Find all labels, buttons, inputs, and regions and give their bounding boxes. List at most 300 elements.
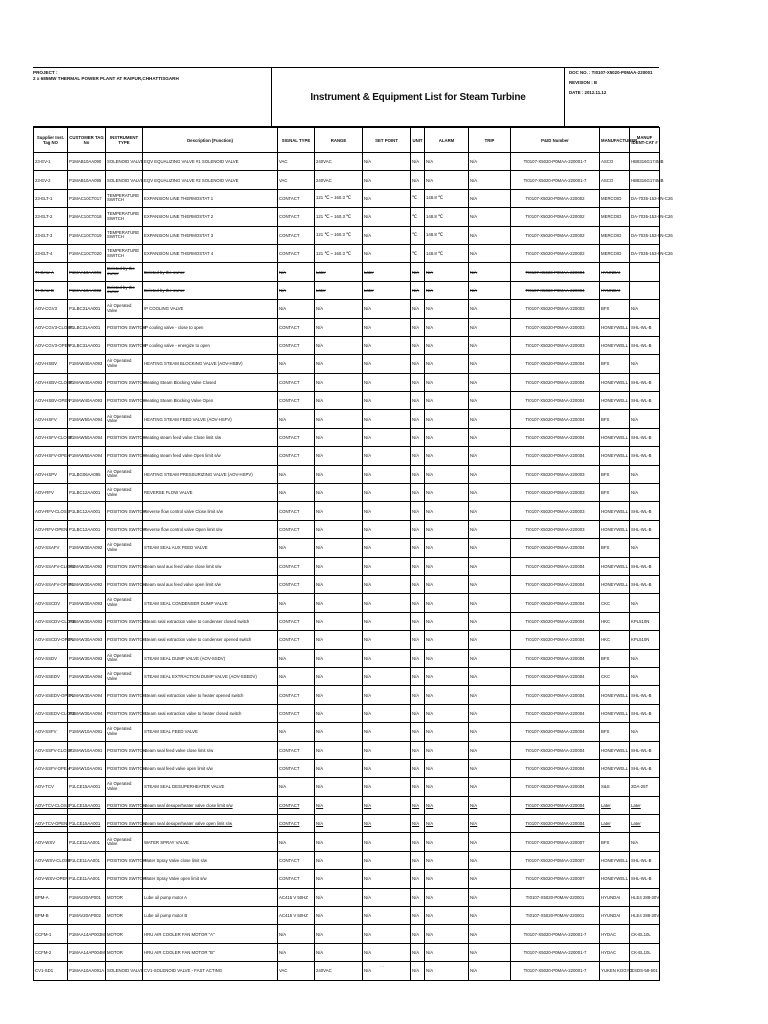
table-row: [34, 355, 660, 373]
table-cell: N/A: [425, 502, 469, 520]
table-cell: MERCOID: [600, 244, 630, 262]
table-cell: N/A: [425, 318, 469, 336]
table-cell: HYDAC: [600, 943, 630, 961]
table-cell: Later: [630, 796, 660, 814]
table-cell: 23-EV-1: [34, 153, 68, 171]
table-cell: steam seal desuperheater valve close limit s/w: [143, 796, 278, 814]
table-cell: TI0107-X5020-P0MAA-220003: [511, 300, 600, 318]
table-cell: HB8316G174MB: [630, 171, 660, 189]
table-cell: N/A: [411, 318, 425, 336]
table-cell: TI0107-X5020-P0MAA-220004: [511, 631, 600, 649]
table-row: [34, 686, 660, 704]
table-cell: AOV-CGV3-OPEN: [34, 336, 68, 354]
table-cell: N/A: [411, 428, 425, 446]
table-cell: HONEYWELL: [600, 686, 630, 704]
table-cell: N/A: [315, 557, 363, 575]
table-cell: POSITION SWITCH: [106, 759, 143, 777]
table-cell: Heating steam feed valve Close limit s/w: [143, 428, 278, 446]
table-cell: N/A: [425, 925, 469, 943]
table-cell: N/A: [425, 484, 469, 502]
table-cell: Heating steam feed valve Open limit s/w: [143, 447, 278, 465]
table-cell: N/A: [469, 667, 511, 685]
table-cell: N/A: [425, 686, 469, 704]
table-cell: N/A: [425, 815, 469, 833]
table-cell: N/A: [411, 594, 425, 612]
table-cell: AOV-SSEDV: [34, 667, 68, 685]
table-cell: N/A: [630, 355, 660, 373]
table-row: [34, 888, 660, 906]
table-cell: 121 ℃ ~ 160.3 ℃: [315, 189, 363, 207]
table-cell: N/A: [411, 704, 425, 722]
table-cell: HYUNDAI: [600, 281, 630, 299]
table-cell: N/A: [411, 539, 425, 557]
table-cell: N/A: [469, 502, 511, 520]
table-cell: CONTACT: [278, 870, 315, 888]
table-cell: TI0107-X5020-P0MAA-220007: [511, 833, 600, 851]
table-cell: N/A: [363, 336, 411, 354]
table-cell: N/A: [411, 870, 425, 888]
table-cell: steam seal desuperheater valve open limit s/w: [143, 815, 278, 833]
table-cell: CKC: [600, 594, 630, 612]
table-cell: CONTACT: [278, 208, 315, 226]
table-cell: TEMPERATURE SWITCH: [106, 226, 143, 244]
table-cell: KPL510N: [630, 612, 660, 630]
table-cell: N/A: [425, 263, 469, 281]
table-cell: P1MAA10AA091A: [68, 962, 106, 980]
table-cell: SOLENOID VALVE: [106, 171, 143, 189]
table-cell: N/A: [315, 355, 363, 373]
table-cell: P1MAC10CT020: [68, 244, 106, 262]
table-cell: N/A: [469, 649, 511, 667]
revision: REVISION : B: [569, 80, 598, 85]
table-cell: N/A: [425, 778, 469, 796]
table-row: [34, 778, 660, 796]
table-cell: N/A: [315, 759, 363, 777]
table-cell: AOV-SSAFV-CLOSE: [34, 557, 68, 575]
table-cell: N/A: [315, 484, 363, 502]
table-cell: TI0107-X5020-P0MAA-220007: [511, 851, 600, 869]
table-cell: Steam seal extraction valve to condenser closed switch: [143, 612, 278, 630]
column-header: INSTRUMENT TYPE: [106, 128, 143, 153]
table-cell: N/A: [469, 263, 511, 281]
table-cell: P1MAW30AA093: [68, 649, 106, 667]
project-label: PROJECT :: [33, 70, 58, 75]
table-cell: P1LBC12AA001: [68, 502, 106, 520]
table-cell: HONEYWELL: [600, 575, 630, 593]
table-cell: N/A: [363, 557, 411, 575]
table-cell: TI0107-X5020-P0MAA-220004: [511, 741, 600, 759]
table-cell: SHL-WL-B: [630, 741, 660, 759]
table-cell: STEAM SEAL AUX FEED VALVE: [143, 539, 278, 557]
table-cell: YUKEN KOGYO: [600, 962, 630, 980]
table-cell: STEAM SEAL CONDENSER DUMP VALVE: [143, 594, 278, 612]
table-cell: N/A: [315, 723, 363, 741]
table-cell: N/A: [411, 796, 425, 814]
table-cell: Air Operated Valve: [106, 778, 143, 796]
table-cell: TI0107-X5020-P0MAA-220002: [511, 226, 600, 244]
table-cell: P1MAC10CT018: [68, 208, 106, 226]
column-header: CUSTOMER TAG No: [68, 128, 106, 153]
table-cell: CONTACT: [278, 502, 315, 520]
table-cell: N/A: [469, 851, 511, 869]
table-cell: CONTACT: [278, 336, 315, 354]
table-cell: N/A: [411, 741, 425, 759]
table-cell: N/A: [469, 723, 511, 741]
table-cell: Heating Steam Blocking Valve Open: [143, 392, 278, 410]
table-header-row: [34, 128, 660, 153]
table-cell: IP COOLING VALVE: [143, 300, 278, 318]
table-cell: 23-ELT-4: [34, 244, 68, 262]
table-cell: 121 ℃ ~ 160.3 ℃: [315, 244, 363, 262]
table-cell: TI0107-X5020-P0MAA-220004: [511, 557, 600, 575]
column-header: Supplier Inst. Tag NO: [34, 128, 68, 153]
table-cell: P1MAW50AA094: [68, 428, 106, 446]
table-cell: TI0107-X5020-P0MAA-220004: [511, 667, 600, 685]
table-cell: N/A: [630, 723, 660, 741]
table-cell: P1MAW30AA094: [68, 704, 106, 722]
table-cell: CONTACT: [278, 557, 315, 575]
table-cell: N/A: [315, 300, 363, 318]
table-cell: P1MAW30AA092: [68, 557, 106, 575]
table-cell: P1LCE15AA001: [68, 815, 106, 833]
table-cell: P1LBC31AA001: [68, 300, 106, 318]
table-cell: N/A: [425, 392, 469, 410]
table-cell: N/A: [278, 833, 315, 851]
table-row: [34, 428, 660, 446]
table-cell: N/A: [411, 723, 425, 741]
table-cell: TI0107-X5020-P0MAA-220004: [511, 575, 600, 593]
table-cell: N/A: [411, 907, 425, 925]
table-cell: CONTACT: [278, 796, 315, 814]
table-cell: SOLENOID VALVE: [106, 962, 143, 980]
table-cell: AOV-SSCDV-OPEN: [34, 631, 68, 649]
table-cell: N/A: [411, 631, 425, 649]
table-cell: N/A: [363, 208, 411, 226]
table-cell: N/A: [425, 833, 469, 851]
table-cell: HONEYWELL: [600, 741, 630, 759]
table-cell: DA-7035-153-8N-C26: [630, 189, 660, 207]
column-header: Description (Function): [143, 128, 278, 153]
table-cell: TEMPERATURE SWITCH: [106, 189, 143, 207]
table-cell: Later: [315, 281, 363, 299]
table-row: [34, 575, 660, 593]
table-cell: N/A: [363, 649, 411, 667]
table-cell: CONTACT: [278, 244, 315, 262]
table-cell: N/A: [411, 336, 425, 354]
table-cell: N/A: [363, 943, 411, 961]
table-cell: N/A: [425, 539, 469, 557]
table-cell: N/A: [425, 888, 469, 906]
table-cell: P1MAB10AA095: [68, 171, 106, 189]
table-cell: N/A: [469, 612, 511, 630]
table-cell: AOV-HSPV: [34, 465, 68, 483]
table-cell: N/A: [411, 392, 425, 410]
table-cell: N/A: [630, 594, 660, 612]
table-cell: HONEYWELL: [600, 520, 630, 538]
table-cell: HONEYWELL: [600, 704, 630, 722]
table-cell: N/A: [315, 539, 363, 557]
table-cell: TI0107-X5020-P0MAA-220003: [511, 465, 600, 483]
table-cell: N/A: [363, 539, 411, 557]
table-cell: SHL-WL-B: [630, 520, 660, 538]
table-cell: VAC: [278, 171, 315, 189]
table-cell: CV1-SOLENOID VALVE - FAST ACTING: [143, 962, 278, 980]
table-cell: 121 ℃ ~ 160.3 ℃: [315, 208, 363, 226]
table-cell: TI0107-X5020-P0MAA-220004: [511, 355, 600, 373]
table-cell: N/A: [425, 373, 469, 391]
table-cell: N/A: [315, 815, 363, 833]
table-cell: N/A: [469, 759, 511, 777]
table-cell: N/A: [411, 962, 425, 980]
table-cell: N/A: [469, 392, 511, 410]
table-cell: SHL-WL-B: [630, 447, 660, 465]
table-cell: 148.8 ℃: [425, 244, 469, 262]
table-cell: TI0107-X5020-P0MAA-220003: [511, 336, 600, 354]
table-cell: N/A: [363, 815, 411, 833]
table-cell: SHL-WL-B: [630, 575, 660, 593]
table-cell: Deleted by the owner: [106, 263, 143, 281]
table-cell: AOV-SSEDV-CLOSE: [34, 704, 68, 722]
table-cell: P1MAC10CT017: [68, 189, 106, 207]
table-cell: P1LBC12AA001: [68, 484, 106, 502]
table-cell: N/A: [363, 300, 411, 318]
table-cell: N/A: [469, 925, 511, 943]
table-cell: CONTACT: [278, 759, 315, 777]
table-cell: N/A: [469, 888, 511, 906]
table-cell: HB8316G174MB: [630, 153, 660, 171]
table-cell: AOV-HSBV: [34, 355, 68, 373]
table-cell: [630, 281, 660, 299]
table-row: [34, 153, 660, 171]
table-cell: N/A: [469, 631, 511, 649]
table-cell: SOLENOID VALVE: [106, 153, 143, 171]
table-cell: POSITION SWITCH: [106, 502, 143, 520]
table-cell: AOV-WSV-CLOSE: [34, 851, 68, 869]
table-cell: TI0107-X5020-P0MAA-220004: [511, 815, 600, 833]
table-cell: ℃: [411, 226, 425, 244]
table-cell: N/A: [411, 410, 425, 428]
table-cell: N/A: [425, 796, 469, 814]
table-cell: N/A: [411, 686, 425, 704]
table-cell: MOTOR: [106, 888, 143, 906]
table-cell: CONTACT: [278, 520, 315, 538]
table-cell: P1MAV20AP001: [68, 888, 106, 906]
table-cell: N/A: [363, 171, 411, 189]
table-cell: P1MAA10AA001: [68, 263, 106, 281]
table-cell: CSDS-58-501: [630, 962, 660, 980]
table-cell: 2DA-25T: [630, 778, 660, 796]
table-cell: SHL-WL-B: [630, 502, 660, 520]
table-cell: P1MAW30AA092: [68, 539, 106, 557]
instrument-table: [33, 127, 673, 981]
table-cell: N/A: [425, 704, 469, 722]
table-cell: MERCOID: [600, 208, 630, 226]
table-cell: N/A: [411, 667, 425, 685]
table-cell: 121 ℃ ~ 160.3 ℃: [315, 226, 363, 244]
table-cell: POSITION SWITCH: [106, 392, 143, 410]
table-cell: P1MAW40AA093: [68, 373, 106, 391]
table-cell: N/A: [469, 300, 511, 318]
table-cell: N/A: [363, 594, 411, 612]
table-cell: N/A: [425, 300, 469, 318]
table-cell: Air Operated Valve: [106, 465, 143, 483]
table-cell: CONTACT: [278, 318, 315, 336]
table-cell: N/A: [363, 612, 411, 630]
table-cell: Reverse flow control valve Open limit s/w: [143, 520, 278, 538]
table-cell: IP cooling valve - energize to open: [143, 336, 278, 354]
table-cell: AOV-SSFV-CLOSE: [34, 741, 68, 759]
table-cell: N/A: [315, 612, 363, 630]
table-row: [34, 631, 660, 649]
table-cell: N/A: [630, 410, 660, 428]
table-cell: N/A: [469, 778, 511, 796]
table-cell: N/A: [363, 355, 411, 373]
table-cell: SHL-WL-B: [630, 759, 660, 777]
table-row: [34, 244, 660, 262]
table-cell: N/A: [469, 465, 511, 483]
table-cell: HLE4 288-30V: [630, 907, 660, 925]
table-row: [34, 870, 660, 888]
table-cell: N/A: [411, 943, 425, 961]
table-cell: AOV-CGV3-CLOSE: [34, 318, 68, 336]
table-cell: N/A: [411, 851, 425, 869]
table-cell: EXPANSION LINE THERMOSTAT 3: [143, 226, 278, 244]
table-cell: CONTACT: [278, 686, 315, 704]
table-cell: SHL-WL-B: [630, 336, 660, 354]
table-cell: N/A: [315, 631, 363, 649]
table-cell: POSITION SWITCH: [106, 851, 143, 869]
table-cell: N/A: [315, 318, 363, 336]
table-cell: N/A: [315, 796, 363, 814]
table-cell: CCFM-1: [34, 925, 68, 943]
table-cell: N/A: [363, 226, 411, 244]
table-cell: TI0107-X5020-P0MAV-220001: [511, 907, 600, 925]
table-cell: P1MAA10AA002: [68, 281, 106, 299]
table-cell: N/A: [469, 520, 511, 538]
table-cell: MERCOID: [600, 189, 630, 207]
table-cell: N/A: [363, 833, 411, 851]
table-cell: Later: [315, 263, 363, 281]
table-cell: CONTACT: [278, 851, 315, 869]
table-cell: N/A: [363, 851, 411, 869]
table-cell: N/A: [425, 962, 469, 980]
table-cell: CONTACT: [278, 189, 315, 207]
table-row: [34, 594, 660, 612]
table-cell: N/A: [425, 631, 469, 649]
table-cell: CONTACT: [278, 373, 315, 391]
table-cell: TI0107-X5020-P0MAA-220003: [511, 484, 600, 502]
table-cell: AOV-HSFV-CLOSE: [34, 428, 68, 446]
table-cell: N/A: [278, 723, 315, 741]
table-cell: N/A: [411, 355, 425, 373]
table-row: [34, 557, 660, 575]
table-cell: N/A: [363, 392, 411, 410]
table-cell: N/A: [411, 263, 425, 281]
table-cell: N/A: [315, 410, 363, 428]
table-cell: EXPANSION LINE THERMOSTAT 2: [143, 208, 278, 226]
table-cell: N/A: [363, 778, 411, 796]
table-cell: N/A: [411, 171, 425, 189]
table-cell: N/A: [315, 447, 363, 465]
table-cell: steam seal aux feed valve close limit s/w: [143, 557, 278, 575]
table-cell: P1LCE11AA001: [68, 833, 106, 851]
table-cell: CK-EL10L: [630, 925, 660, 943]
table-cell: TI0107-X5020-P0MAA-220003: [511, 502, 600, 520]
table-cell: Heating Steam Blocking Valve Closed: [143, 373, 278, 391]
table-cell: N/A: [278, 594, 315, 612]
table-cell: N/A: [363, 704, 411, 722]
column-header: MANUFACTURER: [600, 128, 630, 153]
table-cell: CONTACT: [278, 815, 315, 833]
table-cell: [630, 263, 660, 281]
date: DATE : 2012.11.12: [569, 90, 607, 95]
table-cell: Air Operated Valve: [106, 649, 143, 667]
table-cell: N/A: [425, 355, 469, 373]
table-cell: N/A: [425, 851, 469, 869]
table-cell: N/A: [363, 741, 411, 759]
table-cell: Deleted by the owner: [106, 281, 143, 299]
table-cell: N/A: [425, 943, 469, 961]
table-cell: WATER SPRAY VALVE: [143, 833, 278, 851]
table-cell: DA-7035-153-8N-C26: [630, 226, 660, 244]
table-cell: N/A: [469, 962, 511, 980]
table-cell: N/A: [630, 300, 660, 318]
table-cell: POSITION SWITCH: [106, 704, 143, 722]
table-cell: HRU AIR COOLER FAN MOTOR "B": [143, 943, 278, 961]
table-cell: steam seal feed valve open limit s/w: [143, 759, 278, 777]
table-cell: Lube oil pump motor A: [143, 888, 278, 906]
table-cell: N/A: [278, 667, 315, 685]
table-cell: N/A: [469, 244, 511, 262]
table-cell: N/A: [630, 649, 660, 667]
table-cell: N/A: [630, 465, 660, 483]
table-cell: N/A: [411, 612, 425, 630]
table-cell: TI0107-X5020-P0MAA-220004: [511, 796, 600, 814]
table-cell: POSITION SWITCH: [106, 557, 143, 575]
table-cell: 240VAC: [315, 962, 363, 980]
table-cell: TI0107-X5020-P0MAA-220004: [511, 373, 600, 391]
table-cell: STEAM SEAL DUMP VALVE (AOV-SSDV): [143, 649, 278, 667]
table-cell: AOV-SSDV: [34, 649, 68, 667]
table-cell: TI0107-X5020-P0MAA-220004: [511, 594, 600, 612]
table-cell: HONEYWELL: [600, 759, 630, 777]
table-cell: N/A: [469, 796, 511, 814]
table-cell: BFS: [600, 410, 630, 428]
table-cell: SHL-WL-B: [630, 557, 660, 575]
table-row: [34, 796, 660, 814]
table-cell: N/A: [363, 484, 411, 502]
table-cell: N/A: [363, 631, 411, 649]
table-cell: N/A: [469, 575, 511, 593]
table-cell: N/A: [469, 907, 511, 925]
table-cell: N/A: [363, 723, 411, 741]
table-cell: 148.8 ℃: [425, 189, 469, 207]
table-cell: TI0107-X5020-P0MAV-220001: [511, 888, 600, 906]
table-cell: P1MAW30AA093: [68, 612, 106, 630]
table-cell: N/A: [363, 925, 411, 943]
table-cell: HKC: [600, 612, 630, 630]
table-cell: N/A: [278, 465, 315, 483]
table-cell: N/A: [315, 465, 363, 483]
table-cell: N/A: [411, 300, 425, 318]
table-cell: N/A: [425, 612, 469, 630]
table-row: [34, 851, 660, 869]
table-cell: N/A: [425, 667, 469, 685]
table-cell: AOV-SSAFV-OPEN: [34, 575, 68, 593]
table-cell: P1MAW40AA093: [68, 392, 106, 410]
table-cell: 23-ELT-3: [34, 226, 68, 244]
table-cell: REVERSE FLOW VALVE: [143, 484, 278, 502]
